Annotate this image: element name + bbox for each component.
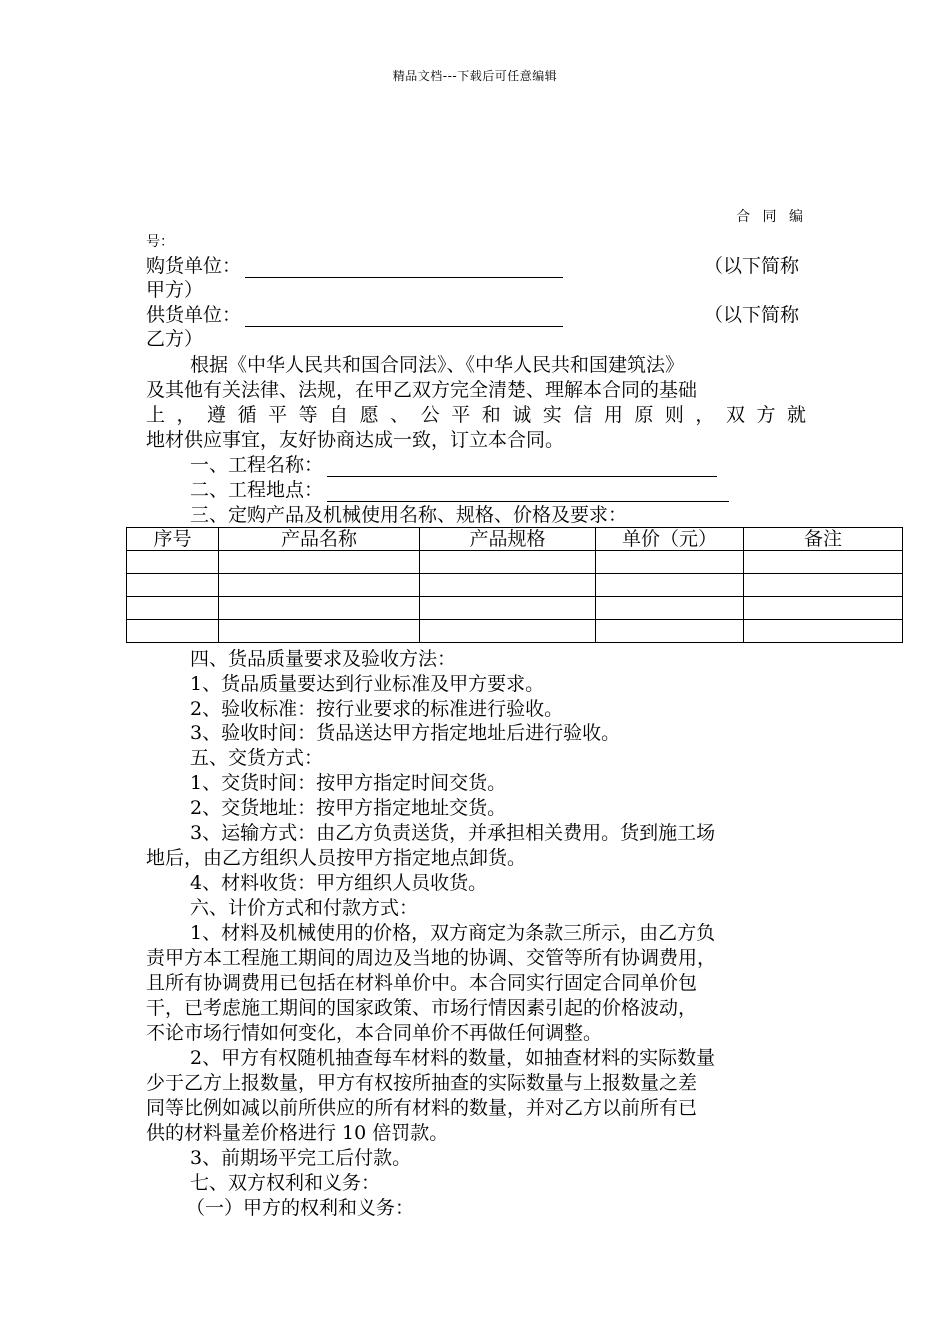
table-row: [127, 620, 903, 643]
product-spec-table: [126, 527, 903, 643]
buyer-note: （以下简称: [704, 255, 800, 277]
table-row: [127, 551, 903, 574]
clause-line: 不论市场行情如何变化，本合同单价不再做任何调整。: [146, 1022, 603, 1044]
table-header-row: [127, 528, 903, 551]
supplier-label: 供货单位：: [146, 304, 242, 326]
clause-line: 六、计价方式和付款方式：: [190, 897, 419, 919]
intro-line: 及其他有关法律、法规，在甲乙双方完全清楚、理解本合同的基础: [146, 379, 698, 401]
supplier-row: [146, 303, 563, 327]
clause-line: 同等比例如减以前所供应的所有材料的数量，并对乙方以前所有已: [146, 1097, 698, 1119]
buyer-note-tail: 甲方）: [146, 279, 204, 301]
intro-line: 地材供应事宜，友好协商达成一致，订立本合同。: [146, 429, 565, 451]
table-cell[interactable]: [596, 597, 744, 620]
table-cell[interactable]: [744, 597, 903, 620]
clause-line: 3、验收时间：货品送达甲方指定地址后进行验收。: [190, 722, 621, 744]
clause-line: 七、双方权利和义务：: [190, 1172, 381, 1194]
col-header-index: 序号: [127, 528, 219, 551]
clause-line: 干，已考虑施工期间的国家政策、市场行情因素引起的价格波动，: [146, 997, 698, 1019]
table-cell[interactable]: [596, 620, 744, 643]
clause-line: 3、前期场平完工后付款。: [190, 1147, 412, 1169]
clause-line: （一）甲方的权利和义务：: [186, 1197, 415, 1219]
clause-line: 少于乙方上报数量，甲方有权按所抽查的实际数量与上报数量之差: [146, 1072, 698, 1094]
table-cell[interactable]: [744, 620, 903, 643]
contract-number-label-tail: 号：: [146, 234, 174, 250]
clause-line: 且所有协调费用已包括在材料单价中。本合同实行固定合同单价包: [146, 972, 698, 994]
clause-line: 4、材料收货：甲方组织人员收货。: [190, 872, 488, 894]
buyer-blank[interactable]: [245, 259, 563, 278]
clause-line: 1、货品质量要达到行业标准及甲方要求。: [190, 673, 545, 695]
project-site-row: [190, 478, 729, 502]
table-cell[interactable]: [744, 551, 903, 574]
clause-line: 五、交货方式：: [190, 747, 324, 769]
table-cell[interactable]: [420, 597, 596, 620]
table-cell[interactable]: [744, 574, 903, 597]
intro-line: 上，遵循平等自愿、公平和诚实信用原则，双方就: [146, 404, 806, 426]
page-header: 精品文档---下载后可任意编辑: [392, 69, 558, 83]
table-cell[interactable]: [127, 620, 219, 643]
table-cell[interactable]: [219, 574, 420, 597]
col-header-product-spec: 产品规格: [420, 528, 596, 551]
table-cell[interactable]: [420, 574, 596, 597]
table-cell[interactable]: [219, 597, 420, 620]
project-site-blank[interactable]: [327, 483, 729, 502]
buyer-row: [146, 254, 563, 278]
intro-line: 根据《中华人民共和国合同法》、《中华人民共和国建筑法》: [190, 354, 685, 376]
clause-line: 四、货品质量要求及验收方法：: [190, 648, 457, 670]
clause-line: 2、交货地址：按甲方指定地址交货。: [190, 797, 507, 819]
section-3-heading: 三、定购产品及机械使用名称、规格、价格及要求：: [190, 504, 628, 526]
table-row: [127, 597, 903, 620]
table-cell[interactable]: [127, 574, 219, 597]
table-cell[interactable]: [596, 574, 744, 597]
clause-line: 地后，由乙方组织人员按甲方指定地点卸货。: [146, 847, 527, 869]
clause-line: 责甲方本工程施工期间的周边及当地的协调、交管等所有协调费用，: [146, 947, 717, 969]
table-cell[interactable]: [127, 597, 219, 620]
clause-line: 2、甲方有权随机抽查每车材料的数量，如抽查材料的实际数量: [190, 1047, 716, 1069]
buyer-label: 购货单位：: [146, 255, 242, 277]
table-cell[interactable]: [420, 620, 596, 643]
supplier-note: （以下简称: [704, 304, 800, 326]
supplier-blank[interactable]: [245, 308, 563, 327]
supplier-note-tail: 乙方）: [146, 328, 204, 350]
col-header-product-name: 产品名称: [219, 528, 420, 551]
clause-line: 1、材料及机械使用的价格，双方商定为条款三所示，由乙方负: [190, 922, 716, 944]
table-row: [127, 574, 903, 597]
project-name-label: 一、工程名称：: [190, 454, 324, 476]
clause-line: 2、验收标准：按行业要求的标准进行验收。: [190, 698, 564, 720]
clause-line: 1、交货时间：按甲方指定时间交货。: [190, 772, 507, 794]
clause-line: 3、运输方式：由乙方负责送货，并承担相关费用。货到施工场: [190, 822, 716, 844]
table-cell[interactable]: [219, 551, 420, 574]
col-header-unit-price: 单价（元）: [596, 528, 744, 551]
contract-number-label: 合 同 编: [736, 209, 807, 225]
table-cell[interactable]: [127, 551, 219, 574]
project-name-row: [190, 453, 717, 477]
project-name-blank[interactable]: [327, 458, 717, 477]
table-cell[interactable]: [219, 620, 420, 643]
clause-line: 供的材料量差价格进行 10 倍罚款。: [146, 1122, 449, 1144]
col-header-remarks: 备注: [744, 528, 903, 551]
table-cell[interactable]: [420, 551, 596, 574]
table-cell[interactable]: [596, 551, 744, 574]
project-site-label: 二、工程地点：: [190, 479, 324, 501]
